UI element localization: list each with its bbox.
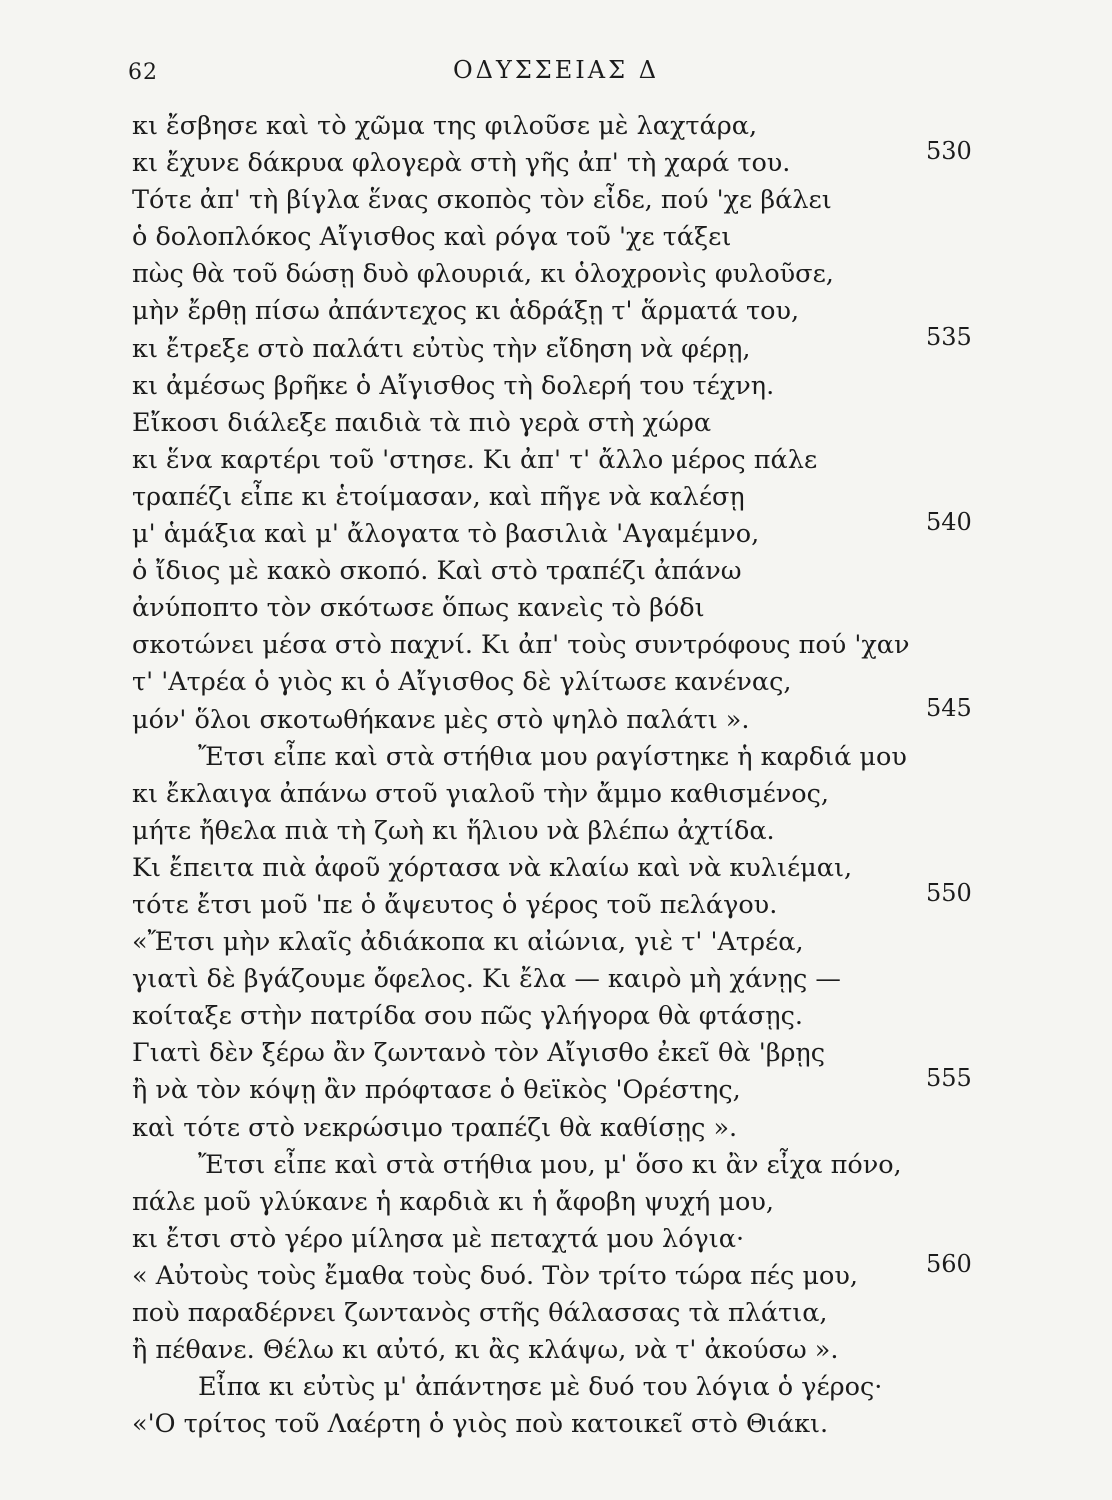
- verse-line-text: ποὺ παραδέρνει ζωντανὸς στῆς θάλασσας τὰ πλάτια,: [132, 1298, 828, 1328]
- verse-line-text: μήτε ἤθελα πιὰ τὴ ζωὴ κι ἥλιου νὰ βλέπω ἀχτίδα.: [132, 815, 775, 846]
- line-number: 530: [926, 137, 972, 166]
- verse-line: [0, 1332, 1112, 1369]
- verse-line-text: γιατὶ δὲ βγάζουμε ὄφελος. Κι ἔλα — καιρὸ μὴ χάνῃς —: [132, 964, 841, 995]
- verse-line: [0, 878, 1112, 924]
- verse-line-text: μὴν ἔρθῃ πίσω ἀπάντεχος κι ἁδράξῃ τ' ἅρματά του,: [132, 296, 800, 327]
- verse-line-text: μόν' ὅλοι σκοτωθήκανε μὲς στὸ ψηλὸ παλάτι ».: [132, 704, 750, 735]
- verse-line: [0, 1369, 1112, 1406]
- verse-line-text: κι ἀμέσως βρῆκε ὁ Αἴγισθος τὴ δολερή του τέχνη.: [132, 370, 775, 401]
- verse-line: [0, 1064, 1112, 1109]
- verse-line: [0, 368, 1112, 405]
- line-number: 555: [926, 1064, 972, 1093]
- verse-line: [0, 322, 1112, 368]
- verse-line-text: τραπέζι εἶπε κι ἑτοίμασαν, καὶ πῆγε νὰ καλέσῃ: [132, 481, 745, 512]
- verse-line-text: ὁ ἴδιος μὲ κακὸ σκοπό. Καὶ στὸ τραπέζι ἀπάνω: [132, 556, 742, 587]
- verse-line-text: κι ἔτρεξε στὸ παλάτι εὐτὺς τὴν εἴδηση νὰ φέρῃ,: [132, 333, 751, 364]
- line-number: 550: [926, 878, 972, 907]
- verse-line: [0, 219, 1112, 256]
- verse-line-text: κι ἔσβησε καὶ τὸ χῶμα της φιλοῦσε μὲ λαχτάρα,: [132, 111, 758, 141]
- verse-line: [0, 627, 1112, 664]
- verse-line: [0, 1295, 1112, 1332]
- verse-line: [0, 256, 1112, 293]
- verse-line-text: κι ἔχυνε δάκρυα φλογερὰ στὴ γῆς ἀπ' τὴ χαρά του.: [132, 148, 791, 179]
- verse-line: [0, 924, 1112, 961]
- verse-line-text: τότε ἔτσι μοῦ 'πε ὁ ἄψευτος ὁ γέρος τοῦ πελάγου.: [132, 889, 778, 920]
- verse-line-text: κι ἔτσι στὸ γέρο μίλησα μὲ πεταχτά μου λόγια·: [132, 1223, 745, 1254]
- line-number: 540: [926, 508, 972, 537]
- verse-line-text: Εἶπα κι εὐτὺς μ' ἀπάντησε μὲ δυό του λόγια ὁ γέρος·: [198, 1372, 883, 1403]
- verse-block: [0, 108, 1112, 1443]
- verse-line-text: Γιατὶ δὲν ξέρω ἂν ζωντανὸ τὸν Αἴγισθο ἐκεῖ θὰ 'βρῃς: [132, 1038, 825, 1069]
- verse-line-text: σκοτώνει μέσα στὸ παχνί. Κι ἀπ' τοὺς συντρόφους πού 'χαν: [132, 630, 910, 661]
- verse-line: [0, 693, 1112, 739]
- verse-line-text: «Ἔτσι μὴν κλαῖς ἀδιάκοπα κι αἰώνια, γιὲ τ' 'Ατρέα,: [132, 927, 804, 958]
- verse-line: [0, 590, 1112, 627]
- verse-line-text: κι ἕνα καρτέρι τοῦ 'στησε. Κι ἀπ' τ' ἄλλο μέρος πάλε: [132, 444, 818, 475]
- verse-line: [0, 739, 1112, 776]
- verse-line: [0, 813, 1112, 850]
- verse-line: [0, 776, 1112, 813]
- verse-line: [0, 508, 1112, 553]
- verse-line-text: Κι ἔπειτα πιὰ ἀφοῦ χόρτασα νὰ κλαίω καὶ νὰ κυλιέμαι,: [132, 852, 853, 883]
- verse-line: [0, 553, 1112, 590]
- running-title: ΟΔΥΣΣΕΙΑΣ Δ: [452, 56, 660, 84]
- verse-line-text: ἀνύποπτο τὸν σκότωσε ὅπως κανεὶς τὸ βόδι: [132, 593, 705, 624]
- verse-line: [0, 1406, 1112, 1443]
- page-number: 62: [128, 60, 158, 85]
- verse-line-text: μ' ἁμάξια καὶ μ' ἄλογατα τὸ βασιλιὰ 'Αγαμέμνο,: [132, 519, 760, 550]
- verse-line: [0, 182, 1112, 219]
- verse-line-text: Τότε ἀπ' τὴ βίγλα ἕνας σκοπὸς τὸν εἶδε, πού 'χε βάλει: [132, 185, 832, 216]
- line-number: 560: [926, 1249, 972, 1278]
- verse-line-text: τ' 'Ατρέα ὁ γιὸς κι ὁ Αἴγισθος δὲ γλίτωσε κανένας,: [132, 667, 792, 698]
- verse-line-text: Ἔτσι εἶπε καὶ στὰ στήθια μου ραγίστηκε ἡ καρδιά μου: [198, 741, 907, 772]
- verse-line-text: πὼς θὰ τοῦ δώσῃ δυὸ φλουριά, κι ὁλοχρονὶς φυλοῦσε,: [132, 259, 834, 290]
- line-number: 545: [926, 693, 972, 722]
- verse-line-text: κι ἔκλαιγα ἀπάνω στοῦ γιαλοῦ τὴν ἄμμο καθισμένος,: [132, 778, 830, 809]
- verse-line-text: ἢ νὰ τὸν κόψῃ ἂν πρόφτασε ὁ θεϊκὸς 'Ορέστης,: [132, 1075, 741, 1106]
- verse-line-text: Εἴκοσι διάλεξε παιδιὰ τὰ πιὸ γερὰ στὴ χώρα: [132, 407, 712, 438]
- verse-line: [0, 998, 1112, 1035]
- verse-line-text: ἢ πέθανε. Θέλω κι αὐτό, κι ἂς κλάψω, νὰ τ' ἀκούσω ».: [132, 1335, 839, 1366]
- verse-line: [0, 442, 1112, 479]
- verse-line: [0, 1110, 1112, 1147]
- line-number: 535: [926, 322, 972, 351]
- verse-line-text: Ἔτσι εἶπε καὶ στὰ στήθια μου, μ' ὅσο κι ἂν εἶχα πόνο,: [198, 1149, 902, 1180]
- verse-line: [0, 405, 1112, 442]
- verse-line: [0, 1184, 1112, 1221]
- verse-line: [0, 1249, 1112, 1295]
- verse-line-text: πάλε μοῦ γλύκανε ἡ καρδιὰ κι ἡ ἄφοβη ψυχή μου,: [132, 1186, 774, 1217]
- verse-line-text: κοίταξε στὴν πατρίδα σου πῶς γλήγορα θὰ φτάσῃς.: [132, 1001, 803, 1032]
- verse-line-text: ὁ δολοπλόκος Αἴγισθος καὶ ρόγα τοῦ 'χε τάξει: [132, 222, 732, 253]
- verse-line: [0, 1147, 1112, 1184]
- verse-line: [0, 961, 1112, 998]
- verse-line: [0, 137, 1112, 182]
- verse-line-text: «'Ο τρίτος τοῦ Λαέρτη ὁ γιὸς ποὺ κατοικεῖ στὸ Θιάκι.: [132, 1409, 829, 1440]
- verse-line-text: καὶ τότε στὸ νεκρώσιμο τραπέζι θὰ καθίσῃς ».: [132, 1112, 738, 1143]
- verse-line-text: « Αὐτοὺς τοὺς ἔμαθα τοὺς δυό. Τὸν τρίτο τώρα πές μου,: [132, 1260, 858, 1291]
